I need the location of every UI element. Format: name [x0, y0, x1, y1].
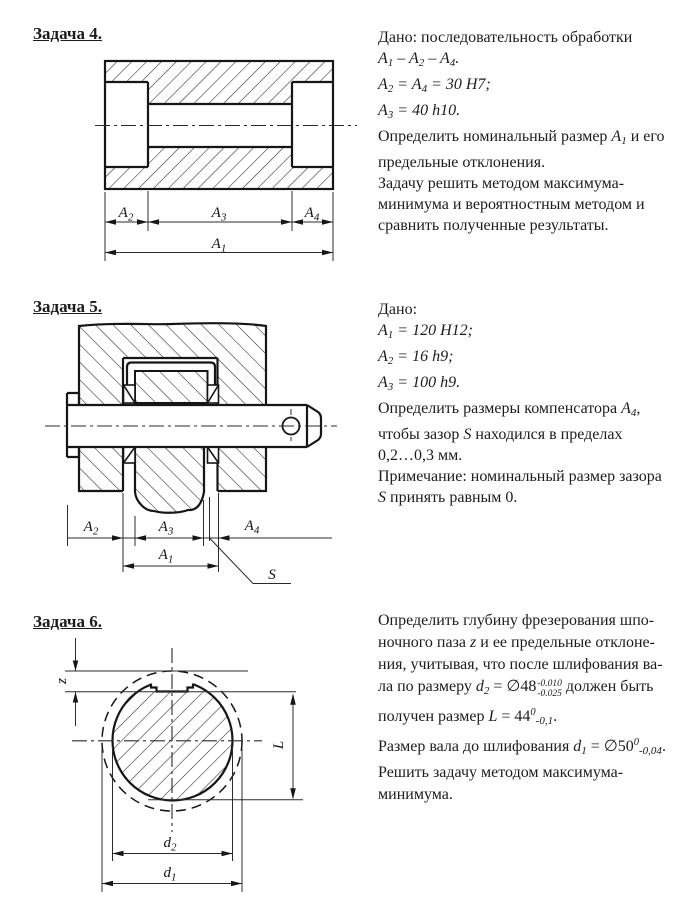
- s-leader-line: [210, 538, 292, 584]
- svg-text:A4: $A_4$: [304, 205, 320, 224]
- text-line: Дано: последовательность обработки: [378, 29, 633, 46]
- task4-title: Задача 4.: [33, 24, 102, 43]
- svg-text:A2: $A_2$: [83, 519, 99, 538]
- depth-z-label: z: [54, 678, 70, 684]
- svg-text:d2: $d_2$: [163, 835, 177, 854]
- text-line: ла по размеру d2 = ∅48 -0.010 -0.025 должен быть: [378, 678, 654, 699]
- svg-text:A3: $A_3$: [211, 205, 227, 224]
- text-line: Примечание: номинальный размер зазора: [378, 468, 662, 485]
- size-l-label: L: [271, 740, 287, 750]
- text-line: Определить глубину фрезерования шпо-: [378, 612, 655, 629]
- dimension-lines: [67, 535, 332, 583]
- text-line: минимума.: [378, 786, 453, 803]
- task5-text: [378, 299, 696, 508]
- text-line: A2 = A4 = 30 H7;: [378, 76, 491, 95]
- svg-text:A1: $A_1$: [158, 547, 174, 566]
- task6-title: Задача 6.: [33, 612, 102, 631]
- text-line: Размер вала до шлифования $d1 = \emptyset 50^0-0,04$.: [378, 737, 666, 757]
- text-line: S принять равным 0.: [378, 489, 518, 506]
- text-line: Задачу решить методом максимума-: [378, 175, 625, 192]
- text-line: получен размер $L = 44^0-0,1$.: [378, 707, 558, 727]
- text-line: 0,2…0,3 мм.: [378, 447, 463, 464]
- text-line: A3 = 100 h9.: [378, 374, 461, 393]
- text-line: предельные отклонения.: [378, 154, 546, 171]
- svg-text:d1: $d_1$: [163, 865, 177, 884]
- text-line: A2 = 16 h9;: [378, 348, 454, 367]
- text-line: A1 = 120 H12;: [378, 322, 473, 341]
- text-line: Дано:: [378, 301, 418, 318]
- svg-text:A1: $A_1$: [211, 236, 227, 255]
- task5-drawing: [40, 308, 340, 598]
- text-line: Определить размеры компенсатора A4,: [378, 400, 641, 419]
- task6-text: [378, 610, 696, 806]
- text-line: чтобы зазор S находился в пределах: [378, 426, 623, 443]
- task5-title: Задача 5.: [33, 297, 102, 316]
- dimension-labels: [83, 518, 277, 583]
- svg-text:A4: $A_4$: [244, 518, 260, 537]
- text-line: ния, учитывая, что после шлифования ва-: [378, 656, 663, 673]
- svg-text:A2: $A_2$: [118, 205, 134, 224]
- text-line: A1 – A2 – A4.: [378, 50, 460, 69]
- text-line: ночного паза z и ее предельные отклоне-: [378, 634, 655, 651]
- text-line: Определить номинальный размер A1 и его: [378, 128, 665, 147]
- task4-text: [378, 27, 696, 236]
- text-line: A3 = 40 h10.: [378, 102, 461, 121]
- text-line: минимума и вероятностным методом и: [378, 196, 645, 213]
- task4-drawing: [88, 48, 363, 270]
- gap-s-label: S: [268, 567, 276, 583]
- svg-text:A3: $A_3$: [158, 519, 174, 538]
- text-line: сравнить полученные результаты.: [378, 217, 609, 234]
- text-line: Решить задачу методом максимума-: [378, 764, 624, 781]
- task6-drawing: [54, 632, 310, 896]
